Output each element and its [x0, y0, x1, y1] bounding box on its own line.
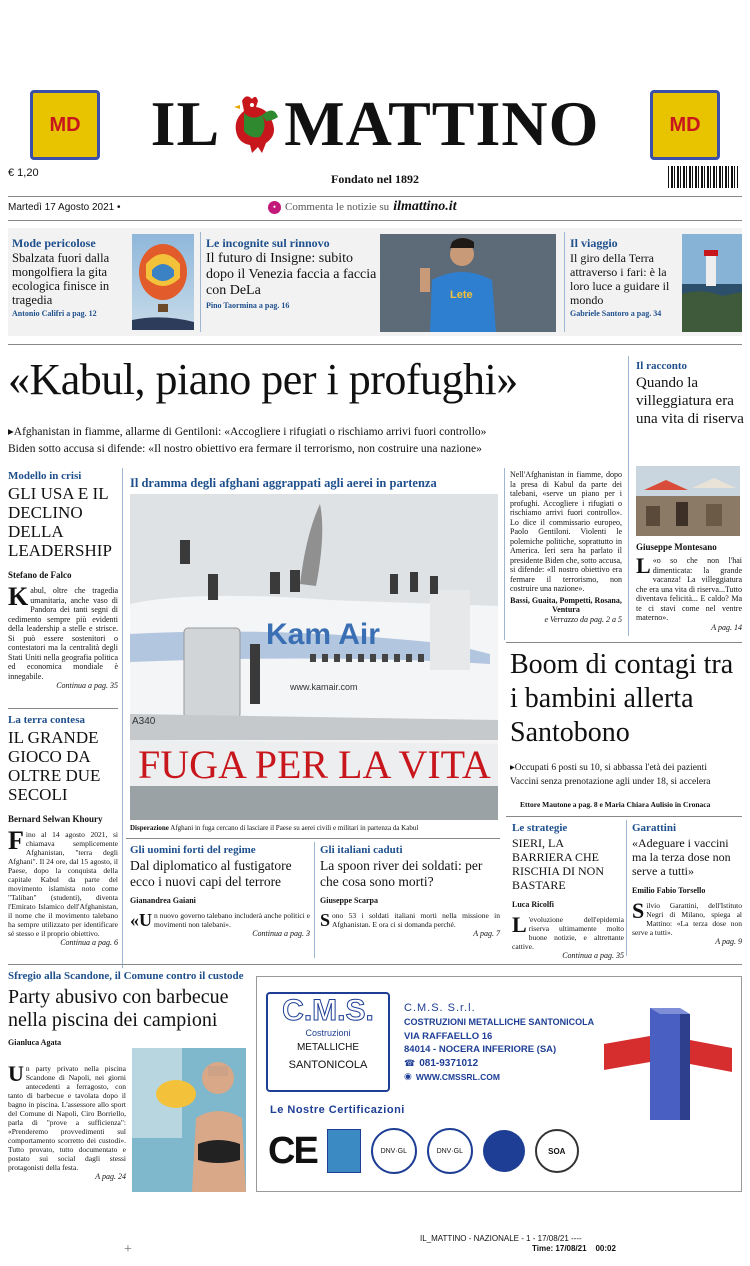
- promo-line[interactable]: [268, 199, 457, 215]
- strat-body-text: 'evoluzione dell'epidemia riserva ultimamente molto buone notizie, e altrettante cattive.: [512, 915, 624, 951]
- regime-article[interactable]: [130, 844, 310, 938]
- covid-byline: Ettore Mautone a pag. 8 e Maria Chiara Aulisio in Cronaca: [520, 800, 711, 809]
- steel-structure-graphic: [600, 1000, 734, 1126]
- md-logo-text: MD: [669, 113, 701, 136]
- fallen-body: [320, 911, 500, 938]
- party-kicker: Sfregio alla Scandone, il Comune contro il custode: [8, 970, 244, 982]
- masthead-title-right: MATTINO: [284, 88, 600, 159]
- teaser-kicker: Mode pericolose: [12, 236, 96, 250]
- gioco-byline: Bernard Selwan Khoury: [8, 814, 103, 824]
- teaser-2[interactable]: [206, 236, 378, 310]
- gioco-body: [8, 826, 118, 947]
- ad-logo-line2: METALLICHE: [296, 1042, 360, 1053]
- ad-logo: [266, 992, 390, 1092]
- usa-kicker: Modello in crisi: [8, 470, 82, 482]
- usa-ref: Continua a pag. 35: [56, 681, 118, 690]
- party-ref: A pag. 24: [95, 1172, 126, 1181]
- racconto-kicker: Il racconto: [636, 360, 688, 372]
- teaser-headline: Sbalzata fuori dalla mongolfiera la gita ecologica finisce in tragedia: [12, 251, 110, 307]
- kabul-plane-photo: [130, 494, 498, 820]
- ad-company-full: COSTRUZIONI METALLICHE SANTONICOLA: [404, 1017, 595, 1027]
- fallen-ref: A pag. 7: [473, 929, 500, 938]
- caption-text: Afghani in fuga cercano di lasciare il Paese su aerei civili e militari in partenza da Kabul: [170, 824, 419, 832]
- footer-edition: IL_MATTINO - NAZIONALE - 1 - 17/08/21 ----: [420, 1234, 582, 1243]
- fallen-byline: Giuseppe Scarpa: [320, 896, 379, 905]
- party-article[interactable]: [8, 970, 248, 1047]
- md-logo-left: [30, 90, 100, 160]
- plane-brand: Kam Air: [266, 618, 380, 651]
- masthead-title: [130, 88, 620, 160]
- ad-company-block: [404, 1002, 624, 1082]
- main-headline: «Kabul, piano per i profughi»: [8, 355, 518, 404]
- balloon-photo: [132, 234, 194, 330]
- regime-dropcap: «U: [130, 910, 152, 930]
- lighthouse-photo: [682, 234, 742, 332]
- gar-body: [632, 898, 742, 946]
- beach-photo: [636, 466, 740, 536]
- cert-seal-icon: [483, 1130, 525, 1172]
- garattini-article[interactable]: [632, 822, 742, 946]
- teaser-byline: Gabriele Santoro a pag. 34: [570, 309, 662, 318]
- covid-sub-rule: [506, 816, 742, 817]
- party-headline: Party abusivo con barbecue nella piscina dei campioni: [8, 986, 229, 1031]
- pool-photo: [132, 1048, 246, 1192]
- gioco-dropcap: F: [8, 826, 24, 855]
- right-col-divider: [628, 356, 629, 636]
- regime-divider: [314, 842, 315, 958]
- gar-dropcap: S: [632, 898, 645, 923]
- strat-body: [512, 912, 624, 960]
- ad-address1: VIA RAFFAELLO 16: [404, 1031, 493, 1042]
- cert-soa: SOA: [535, 1129, 579, 1173]
- date-rule: [8, 220, 742, 221]
- teaser-byline: Pino Taormina a pag. 16: [206, 301, 290, 310]
- md-logo-right: [650, 90, 720, 160]
- founded-text: Fondato nel 1892: [330, 172, 419, 186]
- ad-phone-row: [404, 1058, 624, 1069]
- regime-headline: Dal diplomatico al fustigatore ecco i nuovi capi del terrore: [130, 858, 292, 889]
- main-article-ref: e Verrazzo da pag. 2 a 5: [544, 614, 622, 624]
- gar-headline: «Adeguare i vaccini ma la terza dose non serve a tutti»: [632, 836, 731, 878]
- regime-body: [130, 911, 310, 938]
- ce-mark: CE: [268, 1129, 317, 1172]
- photo-kicker: Il dramma degli afghani aggrappati agli aerei in partenza: [130, 476, 437, 490]
- masthead-title-left: IL: [150, 88, 221, 159]
- date-text: Martedì 17 Agosto 2021 •: [8, 202, 121, 213]
- strategie-article[interactable]: [512, 822, 624, 960]
- party-body: [8, 1061, 126, 1181]
- teaser-1[interactable]: [12, 236, 130, 318]
- left-rule: [8, 708, 118, 709]
- usa-headline: GLI USA E IL DECLINO DELLA LEADERSHIP: [8, 484, 112, 560]
- price: € 1,20: [8, 167, 39, 179]
- ad-logo-line3: SANTONICOLA: [288, 1059, 368, 1071]
- ad-address2: 84014 - NOCERA INFERIORE (SA): [404, 1044, 557, 1055]
- fallen-body-text: ono 53 i soldati italiani morti nella missione in Afghanistan. E ora ci si domanda perché.: [332, 911, 500, 929]
- phone-icon: ☎: [404, 1058, 416, 1068]
- teaser-headline: Il giro della Terra attraverso i fari: è la loro luce a guidare il mondo: [570, 251, 670, 307]
- plane-url: www.kamair.com: [290, 682, 358, 692]
- party-byline: Gianluca Agata: [8, 1038, 62, 1047]
- party-dropcap: U: [8, 1061, 24, 1086]
- teaser-divider: [200, 232, 201, 332]
- plane-model: A340: [132, 716, 156, 727]
- teaser-byline: Antonio Califri a pag. 12: [12, 309, 97, 318]
- racconto-byline: Giuseppe Montesano: [636, 542, 717, 552]
- main-sub-2: Biden sotto accusa si difende: «Il nostro obiettivo era fermare il terrorismo, non costruire una nazione»: [8, 443, 482, 455]
- covid-divider: [626, 820, 627, 956]
- usa-article[interactable]: [8, 470, 118, 691]
- article-divider: [504, 468, 505, 640]
- fallen-headline: La spoon river dei soldati: per che cosa sono morti?: [320, 858, 483, 889]
- covid-sub-2: Vaccini senza prenotazione agli under 18, si accelera: [510, 777, 711, 787]
- regime-ref: Continua a pag. 3: [252, 929, 310, 938]
- ad-web: WWW.CMSSRL.COM: [415, 1071, 500, 1082]
- teaser-3[interactable]: [570, 236, 680, 318]
- strat-ref: Continua a pag. 35: [562, 951, 624, 960]
- main-article[interactable]: [510, 470, 622, 624]
- caption-lead: Disperazione: [130, 824, 169, 832]
- gar-byline: Emilio Fabio Torsello: [632, 886, 706, 895]
- gar-body-text: ilvio Garattini, dell'Istituto Negri di Milano, spiega al Mattino: «La terza dose non serve a tutti».: [632, 901, 742, 937]
- svg-text:Lete: Lete: [450, 289, 473, 301]
- rooster-icon: [222, 91, 282, 157]
- gioco-headline: IL GRANDE GIOCO DA OLTRE DUE SECOLI: [8, 728, 101, 804]
- ad-logo-top: C.M.S.: [282, 994, 374, 1027]
- strat-byline: Luca Ricolfi: [512, 900, 554, 909]
- md-logo-text: MD: [49, 113, 81, 136]
- footer-time: Time: 17/08/21 00:02: [532, 1244, 616, 1253]
- gioco-ref: Continua a pag. 6: [60, 938, 118, 947]
- ad-web-row: [404, 1071, 624, 1082]
- lower-rule: [126, 838, 500, 839]
- gioco-body-text: ino al 14 agosto 2021, si chiamava semplicemente Afghanistan, "terra degli Afghani". Il 24 ore, dal 15 agosto, il Paese, dopo la conquista della capitale Kabul da parte del movimento islamista noto come "Taliban" (studenti), diventa l'Emirato Islamico dell'Afghanistan, il nome che il movimento talebano ha sempre utilizzato per identificare sé stesso e il proprio obiettivo.: [8, 830, 118, 938]
- ad-logo-line1: Costruzioni: [305, 1028, 351, 1038]
- covid-headline: Boom di contagi tra i bambini allerta Santobono: [510, 649, 734, 748]
- fallen-dropcap: S: [320, 910, 331, 930]
- party-body-text: n party privato nella piscina Scandone di Napoli, nei giorni antecedenti a ferragosto, con tanto di barbecue e tavolata dopo il bagno in piscina. L'assessore allo sport del Comune di Napoli, Ciro Borriello, parla di "prove a sufficienza": «Prenderemo provvedimenti sul comportamento scorretto dei custodi». Tutto provato, tutto documentato e postato sui social dagli stessi protagonisti della festa.: [8, 1064, 126, 1172]
- barcode: [668, 166, 738, 188]
- cert-dnv-2: DNV·GL: [427, 1128, 473, 1174]
- globe-icon: ◉: [404, 1071, 412, 1081]
- bottom-section-rule: [8, 964, 742, 965]
- main-article-text: Nell'Afghanistan in fiamme, dopo la presa di Kabul da parte dei talebani, «serve un piano per i profughi. Accogliere i rifugiati o rischiamo arrivi fuori controllo». Lo dice il commissario europeo, Paolo Gentiloni. Violenti le polemiche politiche, soprattutto in America. Ieri sera ha parlato il presidente Biden che, sotto accusa, si difende: «Il nostro obiettivo era fermare il terrorismo, non costruire una nazione».: [510, 470, 622, 593]
- racconto-ref: A pag. 14: [711, 622, 742, 632]
- main-article-authors: Bassi, Guaita, Pompetti, Rosana, Ventura: [510, 595, 622, 614]
- cert-dnv-1: DNV·GL: [371, 1128, 417, 1174]
- usa-dropcap: K: [8, 582, 29, 611]
- left-col-divider: [122, 468, 123, 968]
- masthead-rule: [8, 196, 742, 197]
- promo-site: ilmattino.it: [393, 199, 457, 214]
- crop-mark: +: [124, 1242, 132, 1257]
- strat-headline: SIERI, LA BARRIERA CHE RISCHIA DI NON BASTARE: [512, 836, 605, 892]
- racconto-article[interactable]: [636, 360, 744, 428]
- teaser-divider: [564, 232, 565, 332]
- photo-caption: [130, 824, 500, 833]
- usa-body: [8, 582, 118, 691]
- ad-company: C.M.S. S.r.l.: [404, 1002, 476, 1014]
- ad-phone: 081-9371012: [419, 1058, 479, 1069]
- promo-text: Commenta le notizie su: [285, 201, 390, 213]
- ad-certs-title: Le Nostre Certificazioni: [270, 1104, 405, 1116]
- section-rule: [8, 344, 742, 345]
- main-sub-1: ▸Afghanistan in fiamme, allarme di Gentiloni: «Accogliere i rifugiati o rischiamo arrivi fuori controllo»: [8, 426, 487, 438]
- strat-dropcap: L: [512, 912, 527, 937]
- strat-kicker: Le strategie: [512, 822, 568, 834]
- grande-gioco-article[interactable]: [8, 714, 118, 947]
- racconto-headline: Quando la villeggiatura era una vita di riserva: [636, 375, 744, 427]
- comment-icon: •: [268, 201, 281, 214]
- photo-title: FUGA PER LA VITA: [138, 742, 491, 787]
- teaser-kicker: Il viaggio: [570, 236, 618, 250]
- racconto-dropcap: L: [636, 553, 651, 578]
- racconto-body-text: «o so che non l'hai dimenticata: la grande vacanza! La villeggiatura che era una vita di riserva...Tutto diventava felicità... E caldo? Ma te ci stavi come nel ventre materno».: [636, 556, 742, 622]
- regime-byline: Gianandrea Gaiani: [130, 896, 196, 905]
- teaser-kicker: Le incognite sul rinnovo: [206, 236, 330, 250]
- fallen-kicker: Gli italiani caduti: [320, 844, 403, 856]
- racconto-body: [636, 553, 742, 632]
- usa-byline: Stefano de Falco: [8, 570, 72, 580]
- regime-body-text: n nuovo governo talebano includerà anche politici e movimenti non talebani».: [154, 911, 310, 929]
- covid-rule: [506, 642, 742, 643]
- teaser-headline: Il futuro di Insigne: subito dopo il Venezia faccia a faccia con DeLa: [206, 251, 377, 298]
- fallen-article[interactable]: [320, 844, 500, 938]
- cert-badge-icon: [327, 1129, 361, 1173]
- insigne-photo: [380, 234, 556, 332]
- usa-body-text: abul, oltre che tragedia umanitaria, anche vaso di Pandora dei tanti segni di cedimento sempre più evidenti della leadership a stelle e strisce. Si può essere sostenitori o contestatori ma la centralità degli Stati Uniti nella geografia politica ed economica mondiale è innegabile.: [8, 586, 118, 681]
- gioco-kicker: La terra contesa: [8, 714, 85, 726]
- ad-certs-row: [268, 1124, 608, 1178]
- gar-kicker: Garattini: [632, 822, 676, 834]
- gar-ref: A pag. 9: [715, 937, 742, 946]
- covid-sub-1: ▸Occupati 6 posti su 10, si abbassa l'età dei pazienti: [510, 763, 707, 773]
- regime-kicker: Gli uomini forti del regime: [130, 844, 256, 856]
